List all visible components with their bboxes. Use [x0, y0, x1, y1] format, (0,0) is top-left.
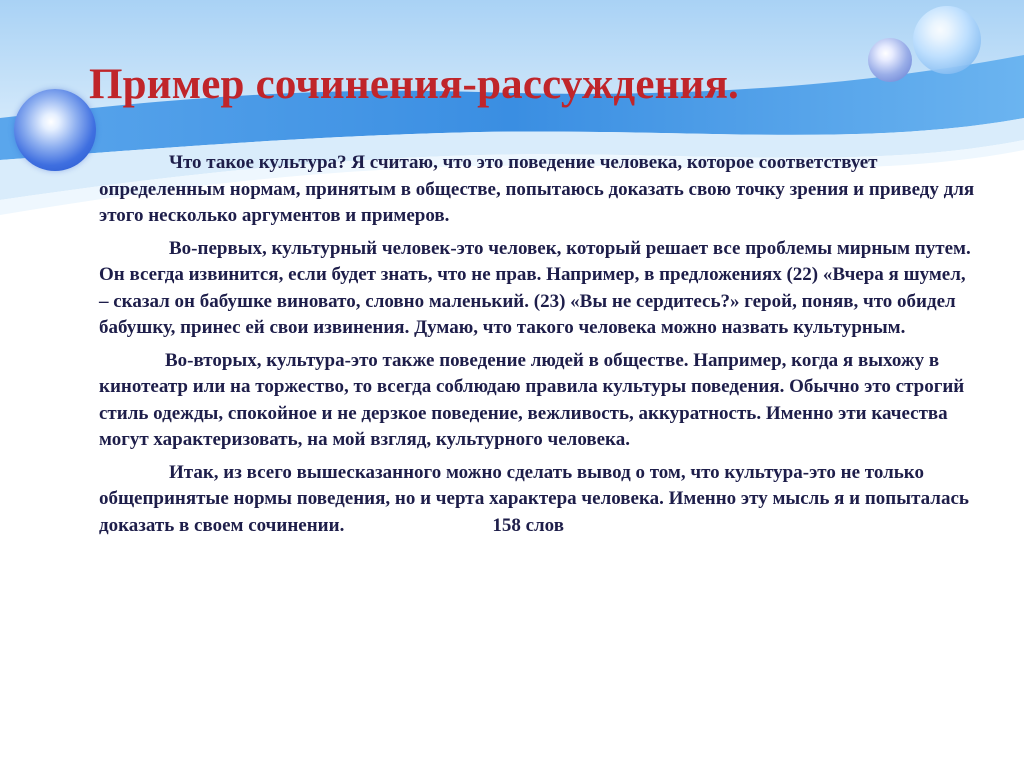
essay-body — [99, 150, 979, 539]
slide-title: Пример сочинения-рассуждения. — [89, 61, 740, 108]
essay-paragraph-2: Во-первых, культурный человек-это человек, который решает все проблемы мирным путем. Он всегда извинится, если будет знать, что не прав. Например, в предложениях (22) «Вчера я шумел, – сказал он бабушке виновато, словно маленький. (23) «Вы не сердитесь?» герой, поняв, что обидел бабушку, принес ей свои извинения. Думаю, что такого человека можно назвать культурным. — [99, 237, 971, 338]
essay-paragraph-4 — [99, 460, 979, 540]
blue-sphere-decoration — [14, 89, 96, 171]
essay-paragraph-3: Во-вторых, культура-это также поведение людей в обществе. Например, когда я выхожу в кинотеатр или на торжество, то всегда соблюдаю правила культуры поведения. Обычно это строгий стиль одежды, спокойное и не дерзкое поведение, вежливость, аккуратность. Именно эти качества могут характеризовать, на мой взгляд, культурного человека. — [99, 349, 965, 450]
light-sphere-decoration — [913, 6, 981, 74]
small-sphere-decoration — [868, 38, 912, 82]
word-count: 158 слов — [492, 514, 564, 536]
essay-paragraph-4-text: Итак, из всего вышесказанного можно сделать вывод о том, что культура-это не только общепринятые нормы поведения, но и черта характера человека. Именно эту мысль я и попыталась доказать в своем сочинении. — [99, 461, 969, 536]
essay-paragraph-1: Что такое культура? Я считаю, что это поведение человека, которое соответствует определенным нормам, принятым в обществе, попытаюсь доказать свою точку зрения и приведу для этого несколько аргументов и примеров. — [99, 152, 975, 226]
